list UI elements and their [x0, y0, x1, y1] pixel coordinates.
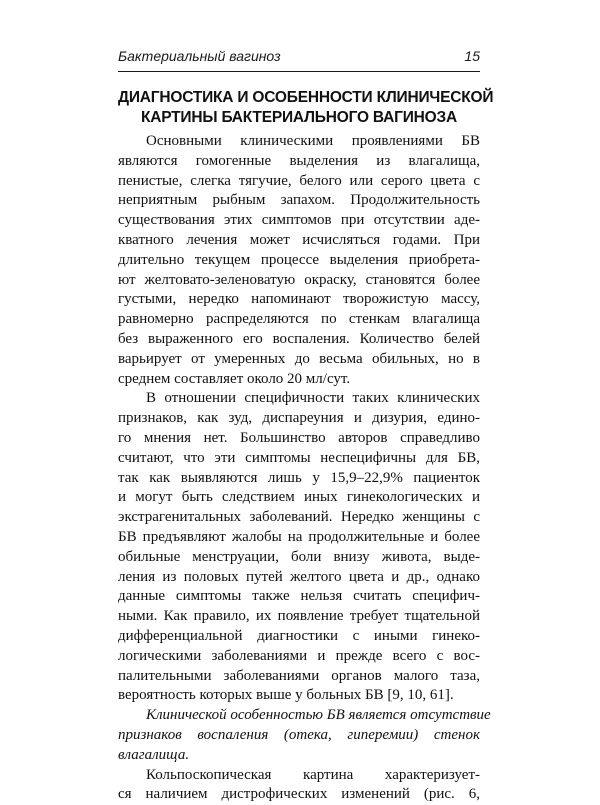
text-line: среднем составляет около 20 мл/сут.: [118, 370, 480, 390]
text-line: варьирует от умеренных до весьма обильных, но в: [118, 350, 480, 370]
text-line: считают, что эти симптомы неспецифичны для БВ,: [118, 449, 480, 469]
running-head-title: Бактериальный вагиноз: [118, 48, 281, 64]
text-line: обильные менструации, боли внизу живота, выде-: [118, 548, 480, 568]
text-line: экстрагенитальных заболеваний. Нередко женщины с: [118, 508, 480, 528]
chapter-title: [118, 88, 480, 128]
text-line: БВ предъявляют жалобы на продолжительные и более: [118, 528, 480, 548]
text-line: ся наличием дистрофических изменений (рис. 6,: [118, 785, 480, 805]
text-line: кватного лечения может исчисляться годами. При: [118, 231, 480, 251]
paragraph: [118, 132, 480, 389]
text-line: пенистые, слегка тягучие, белого или серого цвета с: [118, 172, 480, 192]
page-number: 15: [464, 48, 480, 64]
paragraph: [118, 766, 480, 805]
text-line: признаков воспаления (отека, гиперемии) стенок: [118, 726, 480, 746]
text-line: неприятным рыбным запахом. Продолжительность: [118, 191, 480, 211]
text-line: так как выявляются лишь у 15,9–22,9% пациенток: [118, 469, 480, 489]
text-line: вероятность которых выше у больных БВ [9, 10, 61].: [118, 686, 480, 706]
text-line: Клинической особенностью БВ является отсутствие: [118, 706, 480, 726]
text-line: дифференциальной диагностики с иными гинеко-: [118, 627, 480, 647]
paragraph: [118, 389, 480, 706]
text-line: являются гомогенные выделения из влагалища,: [118, 152, 480, 172]
text-line: ления из половых путей желтого цвета и др., однако: [118, 568, 480, 588]
text-line: густыми, нередко напоминают творожистую массу,: [118, 290, 480, 310]
text-line: ют желтовато-зеленоватую окраску, становятся более: [118, 271, 480, 291]
text-line: длительно текущем процессе выделения приобрета-: [118, 251, 480, 271]
chapter-title-line: ДИАГНОСТИКА И ОСОБЕННОСТИ КЛИНИЧЕСКОЙ: [118, 88, 480, 108]
text-line: Кольпоскопическая картина характеризует-: [118, 766, 480, 786]
text-line: Основными клиническими проявлениями БВ: [118, 132, 480, 152]
text-line: го мнения нет. Большинство авторов справедливо: [118, 429, 480, 449]
text-line: палительными заболеваниями органов малого таза,: [118, 667, 480, 687]
text-line: признаков, как зуд, диспареуния и дизурия, едино-: [118, 409, 480, 429]
header-rule: [118, 71, 480, 72]
text-line: ными. Как правило, их появление требует тщательной: [118, 607, 480, 627]
text-line: логическими заболеваниями и прежде всего с вос-: [118, 647, 480, 667]
text-line: существования этих симптомов при отсутствии аде-: [118, 211, 480, 231]
text-line: данные симптомы также нельзя считать специфич-: [118, 587, 480, 607]
text-line: В отношении специфичности таких клинических: [118, 389, 480, 409]
text-line: равномерно распределяются по стенкам влагалища: [118, 310, 480, 330]
body-text: [118, 132, 480, 805]
chapter-title-line: КАРТИНЫ БАКТЕРИАЛЬНОГО ВАГИНОЗА: [118, 108, 480, 128]
text-line: без выраженного его воспаления. Количество белей: [118, 330, 480, 350]
text-line: и могут быть следствием иных гинекологических и: [118, 488, 480, 508]
emphasis-paragraph: [118, 706, 480, 765]
text-line: влагалища.: [118, 746, 480, 766]
